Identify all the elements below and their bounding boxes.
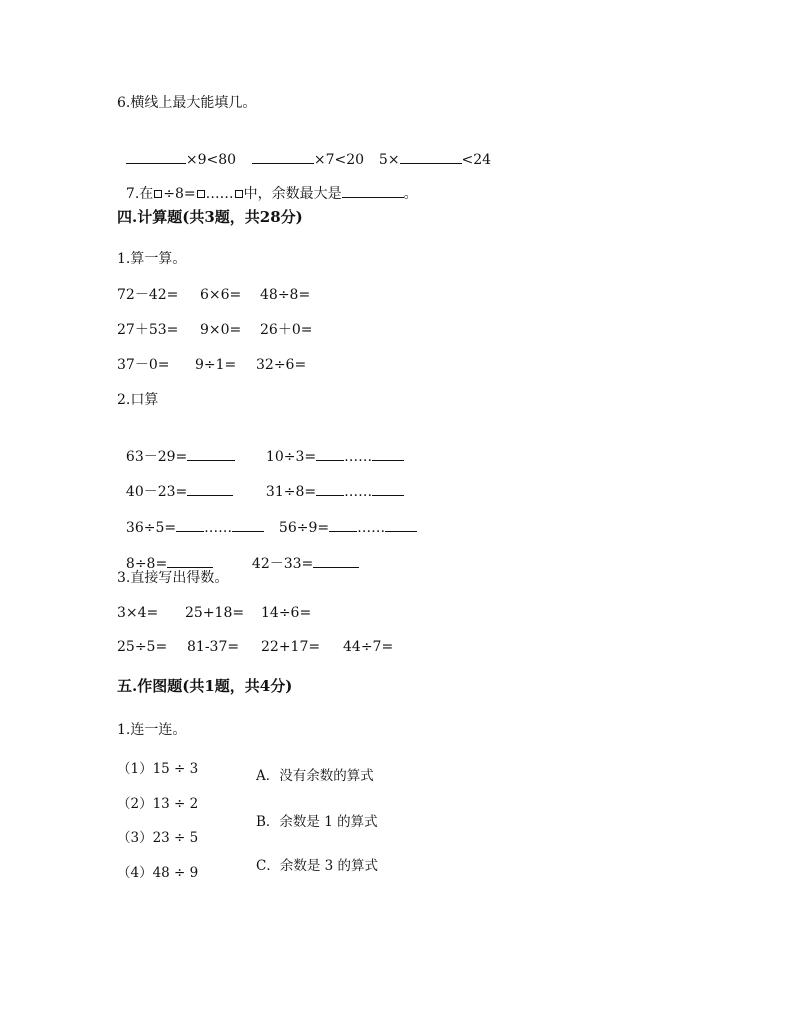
match-right-item[interactable]: A．没有余数的算式 (256, 768, 374, 784)
calc-item: 6×6= (200, 287, 242, 303)
oral-calc-item (117, 464, 233, 501)
ellipsis: …… (204, 520, 233, 536)
calc-item: 26＋0= (260, 322, 313, 338)
remainder-blank[interactable] (372, 482, 404, 496)
remainder-blank[interactable] (372, 447, 404, 461)
match-left-item[interactable]: （4）48 ÷ 9 (117, 865, 199, 881)
expression: 42－33= (251, 556, 314, 572)
box-placeholder-icon (235, 190, 243, 198)
s4-q2-title: 2.口算 (117, 392, 159, 408)
answer-blank[interactable] (187, 482, 233, 496)
question-6-blank-3 (370, 132, 491, 169)
question-7-text: ÷8= (163, 186, 196, 202)
calc-item: 22+17= (261, 639, 321, 655)
expression: 31÷8= (265, 484, 317, 500)
match-right-item[interactable]: B．余数是 1 的算式 (256, 814, 378, 830)
answer-blank[interactable] (252, 150, 314, 164)
section-4-heading: 四.计算题(共3题，共28分) (117, 208, 303, 226)
ellipsis: …… (344, 484, 373, 500)
expression: 10÷3= (265, 449, 317, 465)
question-7 (117, 166, 418, 203)
box-placeholder-icon (154, 190, 162, 198)
box-placeholder-icon (197, 190, 205, 198)
question-6-blank-2 (243, 132, 364, 169)
oral-calc-item (117, 429, 235, 466)
calc-item: 25+18= (185, 605, 245, 621)
question-7-text: 中，余数最大是 (243, 186, 342, 202)
answer-blank[interactable] (313, 554, 359, 568)
oral-calc-item (117, 536, 213, 573)
oral-calc-item (243, 536, 359, 573)
oral-calc-item (257, 464, 404, 501)
answer-blank[interactable] (167, 554, 213, 568)
calc-item: 37－0= (117, 357, 170, 373)
oral-calc-item (257, 429, 404, 466)
question-6-title: 6.横线上最大能填几。 (117, 95, 257, 111)
match-left-item[interactable]: （2）13 ÷ 2 (117, 796, 199, 812)
match-left-item[interactable]: （3）23 ÷ 5 (117, 830, 199, 846)
answer-blank[interactable] (126, 150, 186, 164)
question-7-end: 。 (403, 186, 418, 202)
calc-item: 14÷6= (261, 605, 312, 621)
s4-q3-title: 3.直接写出得数。 (117, 570, 229, 586)
ellipsis: …… (205, 186, 234, 202)
expression-part: ×7<20 (313, 152, 365, 168)
calc-item: 3×4= (117, 605, 159, 621)
calc-item: 72－42= (117, 287, 179, 303)
expression-part: 5× (378, 152, 400, 168)
calc-item: 25÷5= (117, 639, 168, 655)
quotient-blank[interactable] (316, 447, 344, 461)
remainder-blank[interactable] (385, 518, 417, 532)
ellipsis: …… (344, 449, 373, 465)
expression: 36÷5= (125, 520, 177, 536)
match-left-item[interactable]: （1）15 ÷ 3 (117, 761, 199, 777)
oral-calc-item (270, 500, 417, 537)
calc-item: 9×0= (200, 322, 242, 338)
answer-blank[interactable] (342, 184, 404, 198)
oral-calc-item (117, 500, 264, 537)
s5-q1-title: 1.连一连。 (117, 722, 187, 738)
quotient-blank[interactable] (329, 518, 357, 532)
calc-item: 81-37= (187, 639, 240, 655)
expression-part: ×9<80 (185, 152, 237, 168)
calc-item: 32÷6= (256, 357, 307, 373)
quotient-blank[interactable] (316, 482, 344, 496)
section-5-heading: 五.作图题(共1题，共4分) (117, 677, 293, 695)
answer-blank[interactable] (400, 150, 462, 164)
match-right-item[interactable]: C．余数是 3 的算式 (256, 858, 379, 874)
remainder-blank[interactable] (232, 518, 264, 532)
quotient-blank[interactable] (176, 518, 204, 532)
expression: 8÷8= (125, 556, 168, 572)
expression: 63－29= (125, 449, 188, 465)
answer-blank[interactable] (187, 447, 235, 461)
expression: 56÷9= (278, 520, 330, 536)
calc-item: 9÷1= (195, 357, 237, 373)
question-6-blanks (117, 132, 236, 169)
expression-part: <24 (461, 152, 492, 168)
s4-q1-title: 1.算一算。 (117, 251, 187, 267)
question-7-prefix: 7.在 (125, 186, 154, 202)
calc-item: 27＋53= (117, 322, 179, 338)
expression: 40－23= (125, 484, 188, 500)
calc-item: 44÷7= (343, 639, 394, 655)
calc-item: 48÷8= (260, 287, 311, 303)
ellipsis: …… (357, 520, 386, 536)
